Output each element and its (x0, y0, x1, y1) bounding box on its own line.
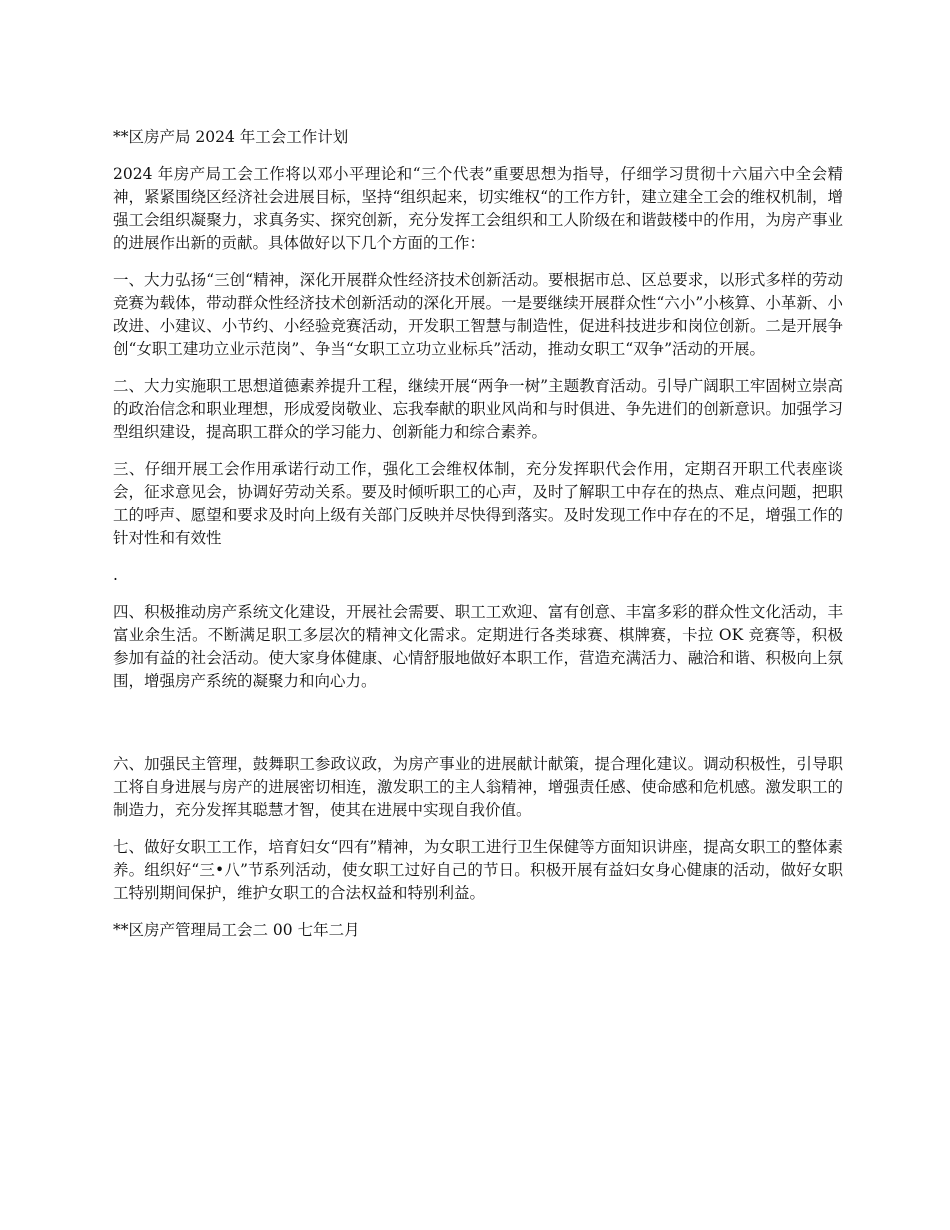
section-two-paragraph: 二、大力实施职工思想道德素养提升工程，继续开展“两争一树”主题教育活动。引导广阔职工牢固树立崇高的政治信念和职业理想，形成爱岗敬业、忘我奉献的职业风尚和与时俱进、争先进们的创新意识。加强学习型组织建设，提高职工群众的学习能力、创新能力和综合素养。 (113, 377, 843, 441)
section-three-paragraph: 三、仔细开展工会作用承诺行动工作，强化工会维权体制，充分发挥职代会作用，定期召开职工代表座谈会，征求意见会，协调好劳动关系。要及时倾听职工的心声，及时了解职工中存在的热点、难点问题，把职工的呼声、愿望和要求及时向上级有关部门反映并尽快得到落实。及时发现工作中存在的不足，增强工作的针对性和有效性 (113, 460, 843, 547)
blank-gap (113, 707, 843, 753)
document-page (113, 126, 843, 942)
section-six-paragraph: 六、加强民主管理，鼓舞职工参政议政，为房产事业的进展献计献策，提合理化建议。调动积极性，引导职工将自身进展与房产的进展密切相连，激发职工的主人翁精神，增强责任感、使命感和危机感。激发职工的制造力，充分发挥其聪慧才智，使其在进展中实现自我价值。 (113, 755, 843, 819)
stray-period: . (113, 566, 118, 584)
section-one-paragraph: 一、大力弘扬“三创“精神，深化开展群众性经济技术创新活动。要根据市总、区总要求，以形式多样的劳动竞赛为载体，带动群众性经济技术创新活动的深化开展。一是要继续开展群众性“六小”小核算、小革新、小改进、小建议、小节约、小经验竞赛活动，开发职工智慧与制造性，促进科技进步和岗位创新。二是开展争创“女职工建功立业示范岗”、争当“女职工立功立业标兵”活动，推动女职工“双争”活动的开展。 (113, 271, 843, 358)
section-four-paragraph: 四、积极推动房产系统文化建设，开展社会需要、职工工欢迎、富有创意、丰富多彩的群众性文化活动，丰富业余生活。不断满足职工多层次的精神文化需求。定期进行各类球赛、棋牌赛，卡拉 OK 竞赛等，积极参加有益的社会活动。使大家身体健康、心情舒服地做好本职工作，营造充满活力、融洽和谐、积极向上氛围，增强房产系统的凝聚力和向心力。 (113, 603, 843, 690)
intro-paragraph: 2024 年房产局工会工作将以邓小平理论和“三个代表”重要思想为指导，仔细学习贯彻十六届六中全会精神，紧紧围绕区经济社会进展目标，坚持“组织起来，切实维权“的工作方针，建立建全工会的维权机制，增强工会组织凝聚力，求真务实、探究创新，充分发挥工会组织和工人阶级在和谐鼓楼中的作用，为房产事业的进展作出新的贡献。具体做好以下几个方面的工作： (113, 165, 843, 252)
signature-line: **区房产管理局工会二 00 七年二月 (113, 921, 360, 939)
document-title: **区房产局 2024 年工会工作计划 (113, 128, 349, 146)
section-seven-paragraph: 七、做好女职工工作，培育妇女“四有”精神，为女职工进行卫生保健等方面知识讲座，提高女职工的整体素养。组织好“三•八”节系列活动，使女职工过好自己的节日。积极开展有益妇女身心健康的活动，做好女职工特别期间保护，维护女职工的合法权益和特别利益。 (113, 838, 843, 902)
